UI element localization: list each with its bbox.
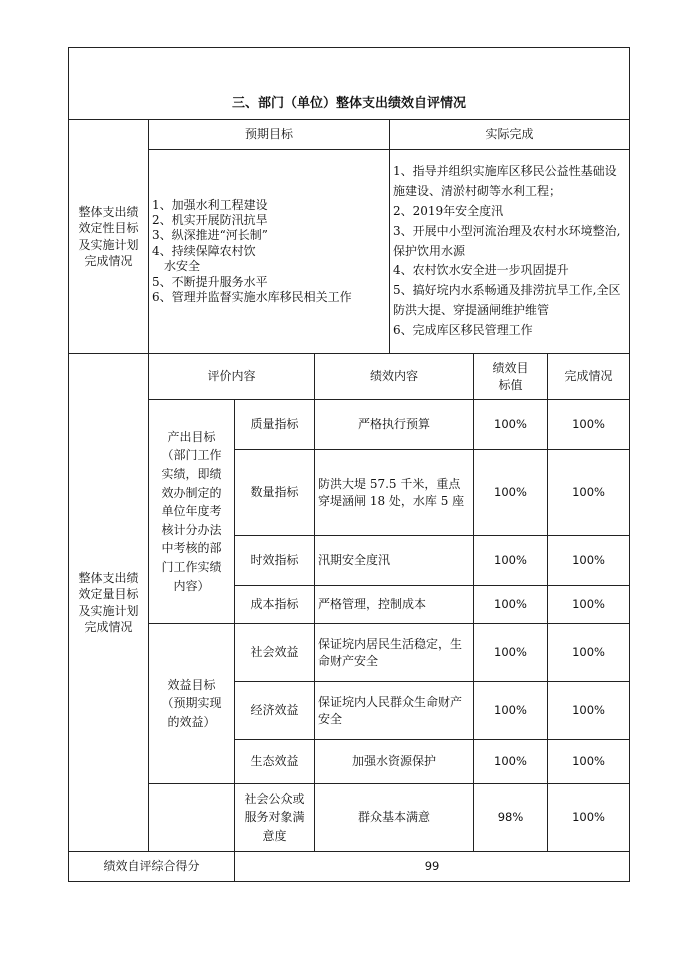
completion-value-cell: 100% [548,400,630,450]
expected-goals-cell [149,150,390,354]
score-value: 99 [235,852,630,882]
quantitative-row-label: 整体支出绩效定量目标及实施计划完成情况 [69,354,149,852]
score-label: 绩效自评综合得分 [69,852,235,882]
section-title: 三、部门（单位）整体支出绩效自评情况 [69,48,630,120]
completion-value-cell: 100% [548,784,630,852]
list-item: 4、持续保障农村饮 [152,243,256,258]
performance-content-cell: 防洪大堤 57.5 千米，重点穿堤涵闸 18 处，水库 5 座 [315,450,474,536]
target-value-cell: 100% [474,536,548,586]
completion-value-cell: 100% [548,740,630,784]
performance-content-cell: 汛期安全度汛 [315,536,474,586]
target-value-cell: 100% [474,740,548,784]
performance-content-header: 绩效内容 [315,354,474,400]
empty-group-cell [149,784,235,852]
target-value-cell: 100% [474,400,548,450]
target-value-cell: 100% [474,586,548,624]
performance-content-cell: 保证垸内人民群众生命财产安全 [315,682,474,740]
indicator-cell: 生态效益 [235,740,315,784]
actual-complete-list [393,162,626,340]
performance-content-cell: 严格管理，控制成本 [315,586,474,624]
indicator-cell: 时效指标 [235,536,315,586]
completion-value-cell: 100% [548,682,630,740]
performance-content-cell: 严格执行预算 [315,400,474,450]
list-item: 1、指导并组织实施库区移民公益性基础设施建设、清淤村砌等水利工程； [393,164,617,199]
target-value-cell: 100% [474,624,548,682]
performance-target-header: 绩效目标值 [474,354,548,400]
list-item: 5、搞好垸内水系畅通及排涝抗旱工作,全区防洪大提、穿提涵闸维护维管 [393,283,621,317]
indicator-cell: 数量指标 [235,450,315,536]
indicator-cell: 质量指标 [235,400,315,450]
completion-value-cell: 100% [548,536,630,586]
list-item: 2、2019年安全度汛 [393,204,504,218]
table-row [69,624,630,682]
completion-value-cell: 100% [548,624,630,682]
qualitative-row-label: 整体支出绩效定性目标及实施计划完成情况 [69,120,149,354]
actual-complete-header: 实际完成 [390,120,630,150]
expected-goal-header: 预期目标 [149,120,390,150]
performance-content-cell: 保证垸内居民生活稳定，生命财产安全 [315,624,474,682]
list-item: 4、农村饮水安全进一步巩固提升 [393,263,569,278]
completion-value-cell: 100% [548,586,630,624]
list-item: 3、开展中小型河流治理及农村水环境整治,保护饮用水源 [393,223,621,258]
performance-content-cell: 加强水资源保护 [315,740,474,784]
indicator-cell: 成本指标 [235,586,315,624]
table-row [69,784,630,852]
table-row [69,400,630,450]
list-item: 6、完成库区移民管理工作 [393,322,533,337]
indicator-cell: 社会公众或服务对象满意度 [235,784,315,852]
score-row [69,852,630,882]
expected-goals-list [152,198,386,306]
list-item: 6、管理并监督实施水库移民相关工作 [152,289,352,304]
evaluation-content-header: 评价内容 [149,354,315,400]
indicator-cell: 社会效益 [235,624,315,682]
list-item: 1、加强水利工程建设 [152,197,268,212]
target-value-cell: 98% [474,784,548,852]
list-item: 3、纵深推进“河长制” [152,228,268,243]
indicator-cell: 经济效益 [235,682,315,740]
list-item: 2、机实开展防汛抗旱 [152,213,268,228]
benefit-group-label: 效益目标（预期实现的效益） [149,624,235,784]
target-value-cell: 100% [474,450,548,536]
performance-content-cell: 群众基本满意 [315,784,474,852]
completion-value-cell: 100% [548,450,630,536]
actual-complete-cell [390,150,630,354]
list-item: 5、不断提升服务水平 [152,274,268,289]
evaluation-table [68,47,630,882]
completion-status-header: 完成情况 [548,354,630,400]
performance-evaluation-document [68,47,628,877]
output-group-label: 产出目标（部门工作实绩，即绩效办制定的单位年度考核计分办法中考核的部门工作实绩内容） [149,400,235,624]
target-value-cell: 100% [474,682,548,740]
list-item: 水安全 [152,259,201,274]
